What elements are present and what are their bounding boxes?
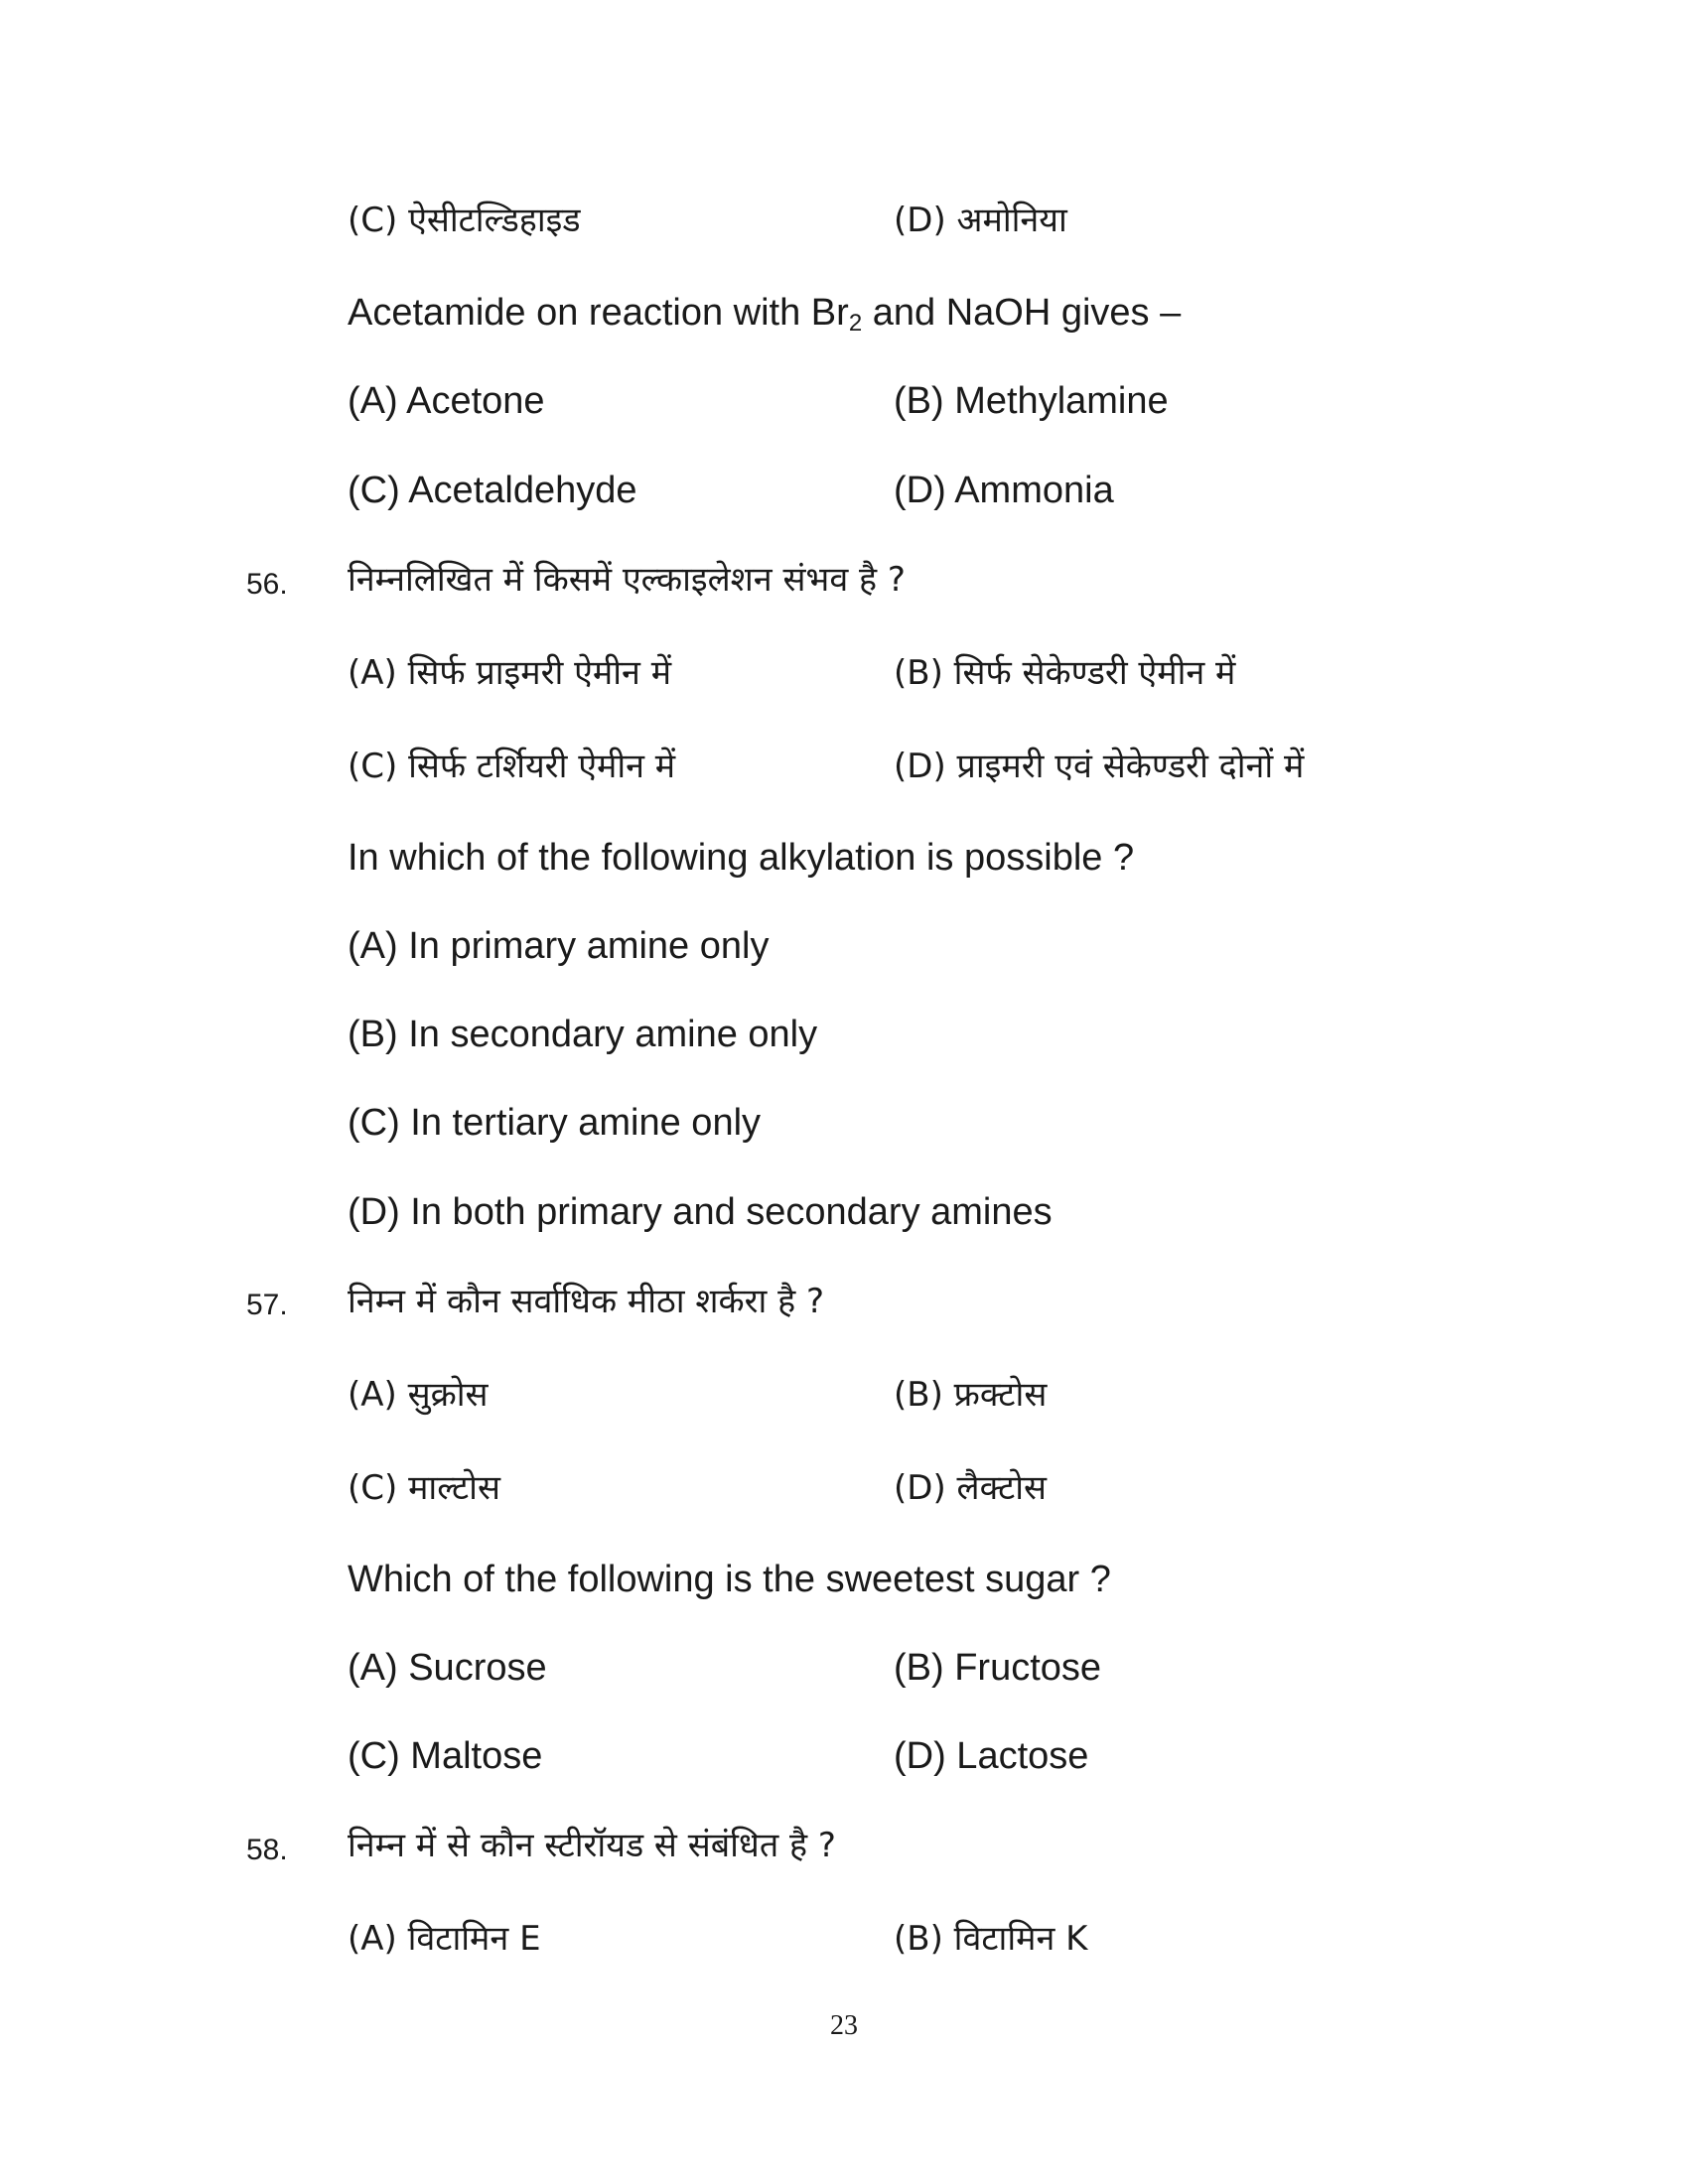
- option-d-hindi: (D) लैक्टोस: [894, 1468, 1048, 1508]
- option-c-english: (C) Acetaldehyde: [348, 470, 637, 511]
- option-a-hindi: (A) विटामिन E: [348, 1919, 541, 1959]
- question-text-english: [348, 288, 1181, 338]
- question-number: 58.: [246, 1834, 288, 1866]
- option-a-english: (A) Sucrose: [348, 1647, 547, 1689]
- question-text-part: Acetamide on reaction with Br: [348, 292, 849, 334]
- question-text-part: and NaOH gives –: [862, 292, 1182, 334]
- option-d-hindi: (D) अमोनिया: [894, 201, 1067, 240]
- option-a-hindi: (A) सिर्फ प्राइमरी ऐमीन में: [348, 653, 672, 693]
- option-d-english: (D) Lactose: [894, 1735, 1089, 1777]
- question-text-english: Which of the following is the sweetest sugar ?: [348, 1559, 1111, 1600]
- question-text-english: In which of the following alkylation is possible ?: [348, 837, 1135, 879]
- option-d-english: (D) In both primary and secondary amines: [348, 1191, 1053, 1233]
- option-a-english: (A) Acetone: [348, 380, 545, 422]
- option-c-hindi: (C) सिर्फ टर्शियरी ऐमीन में: [348, 747, 676, 786]
- option-c-hindi: (C) माल्टोस: [348, 1468, 500, 1508]
- option-c-hindi: (C) ऐसीटल्डिहाइड: [348, 201, 581, 240]
- option-d-english: (D) Ammonia: [894, 470, 1114, 511]
- option-d-hindi: (D) प्राइमरी एवं सेकेण्डरी दोनों में: [894, 747, 1305, 786]
- option-b-hindi: (B) फ्रक्टोस: [894, 1375, 1048, 1415]
- option-b-hindi: (B) सिर्फ सेकेण्डरी ऐमीन में: [894, 653, 1236, 693]
- option-b-english: (B) In secondary amine only: [348, 1014, 818, 1055]
- subscript: 2: [848, 310, 863, 337]
- option-b-english: (B) Methylamine: [894, 380, 1169, 422]
- question-number: 57.: [246, 1289, 288, 1321]
- option-b-hindi: (B) विटामिन K: [894, 1919, 1088, 1959]
- option-c-english: (C) In tertiary amine only: [348, 1102, 762, 1144]
- option-a-english: (A) In primary amine only: [348, 925, 770, 967]
- option-b-english: (B) Fructose: [894, 1647, 1102, 1689]
- question-number: 56.: [246, 568, 288, 601]
- page-number: 23: [830, 2010, 858, 2041]
- question-text-hindi: निम्नलिखित में किसमें एल्काइलेशन संभव है ?: [348, 560, 906, 600]
- question-text-hindi: निम्न में कौन सर्वाधिक मीठा शर्करा है ?: [348, 1282, 825, 1321]
- option-a-hindi: (A) सुक्रोस: [348, 1375, 489, 1415]
- question-text-hindi: निम्न में से कौन स्टीरॉयड से संबंधित है ?: [348, 1826, 836, 1865]
- option-c-english: (C) Maltose: [348, 1735, 543, 1777]
